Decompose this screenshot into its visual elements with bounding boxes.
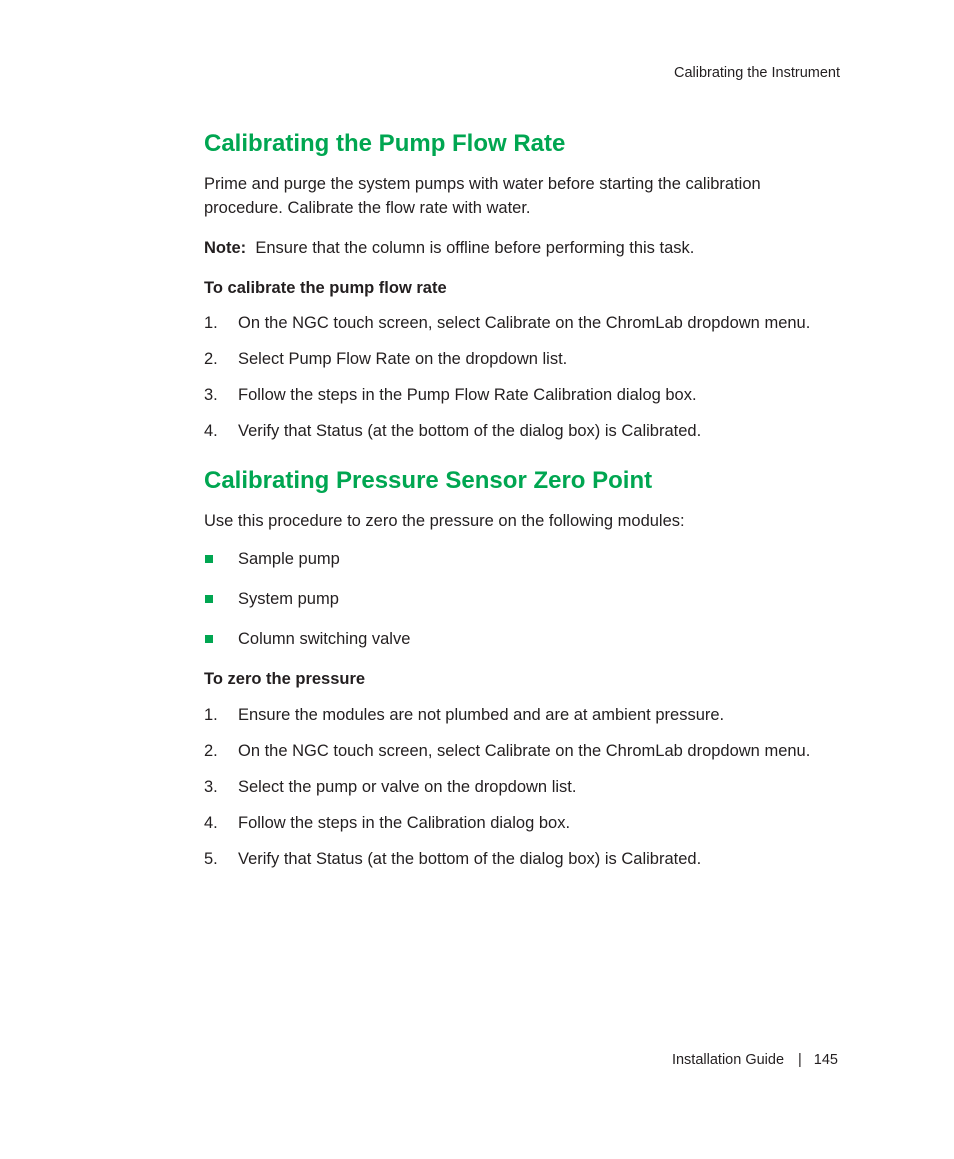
footer-doc-title: Installation Guide: [671, 1052, 785, 1068]
step-text: Follow the steps in the Pump Flow Rate Calibration dialog box.: [238, 386, 697, 404]
running-header: Calibrating the Instrument: [673, 65, 840, 81]
step-text: Follow the steps in the Calibration dialog box.: [238, 814, 571, 832]
section-heading-pump-flow-rate: Calibrating the Pump Flow Rate: [204, 130, 566, 157]
step-text: Verify that Status (at the bottom of the dialog box) is Calibrated.: [238, 850, 702, 868]
procedure-title-calibrate-pump: To calibrate the pump flow rate: [204, 279, 447, 297]
module-name: System pump: [238, 590, 339, 608]
module-name: Sample pump: [238, 550, 340, 568]
page-footer: [672, 1051, 838, 1069]
section-intro-paragraph: Prime and purge the system pumps with water before starting the calibration procedure. Calibrate the flow rate with water.: [204, 175, 761, 217]
step-text: On the NGC touch screen, select Calibrate on the ChromLab dropdown menu.: [238, 742, 811, 760]
section-heading-pressure-zero-point: Calibrating Pressure Sensor Zero Point: [204, 467, 653, 494]
step-number: 5.: [204, 850, 218, 868]
procedure-title-zero-pressure: To zero the pressure: [204, 670, 366, 688]
step-number: 4.: [204, 422, 218, 440]
square-bullet-icon: [205, 555, 213, 563]
step-number: 1.: [204, 314, 218, 332]
note-text: Ensure that the column is offline before performing this task.: [255, 239, 695, 257]
step-number: 3.: [204, 386, 218, 404]
step-number: 4.: [204, 814, 218, 832]
step-number: 2.: [204, 742, 218, 760]
step-number: 1.: [204, 706, 218, 724]
step-text: Verify that Status (at the bottom of the dialog box) is Calibrated.: [238, 422, 702, 440]
square-bullet-icon: [205, 595, 213, 603]
page-number: 145: [813, 1052, 838, 1068]
step-text: Select Pump Flow Rate on the dropdown list.: [238, 350, 568, 368]
section-intro-paragraph: Use this procedure to zero the pressure on the following modules:: [204, 512, 685, 530]
step-text: On the NGC touch screen, select Calibrate on the ChromLab dropdown menu.: [238, 314, 811, 332]
step-number: 3.: [204, 778, 218, 796]
note-label: Note:: [204, 239, 247, 257]
step-text: Ensure the modules are not plumbed and are at ambient pressure.: [238, 706, 725, 724]
module-name: Column switching valve: [238, 630, 411, 648]
step-number: 2.: [204, 350, 218, 368]
note-paragraph: [204, 236, 844, 260]
step-text: Select the pump or valve on the dropdown list.: [238, 778, 577, 796]
square-bullet-icon: [205, 635, 213, 643]
footer-separator: |: [798, 1052, 802, 1068]
